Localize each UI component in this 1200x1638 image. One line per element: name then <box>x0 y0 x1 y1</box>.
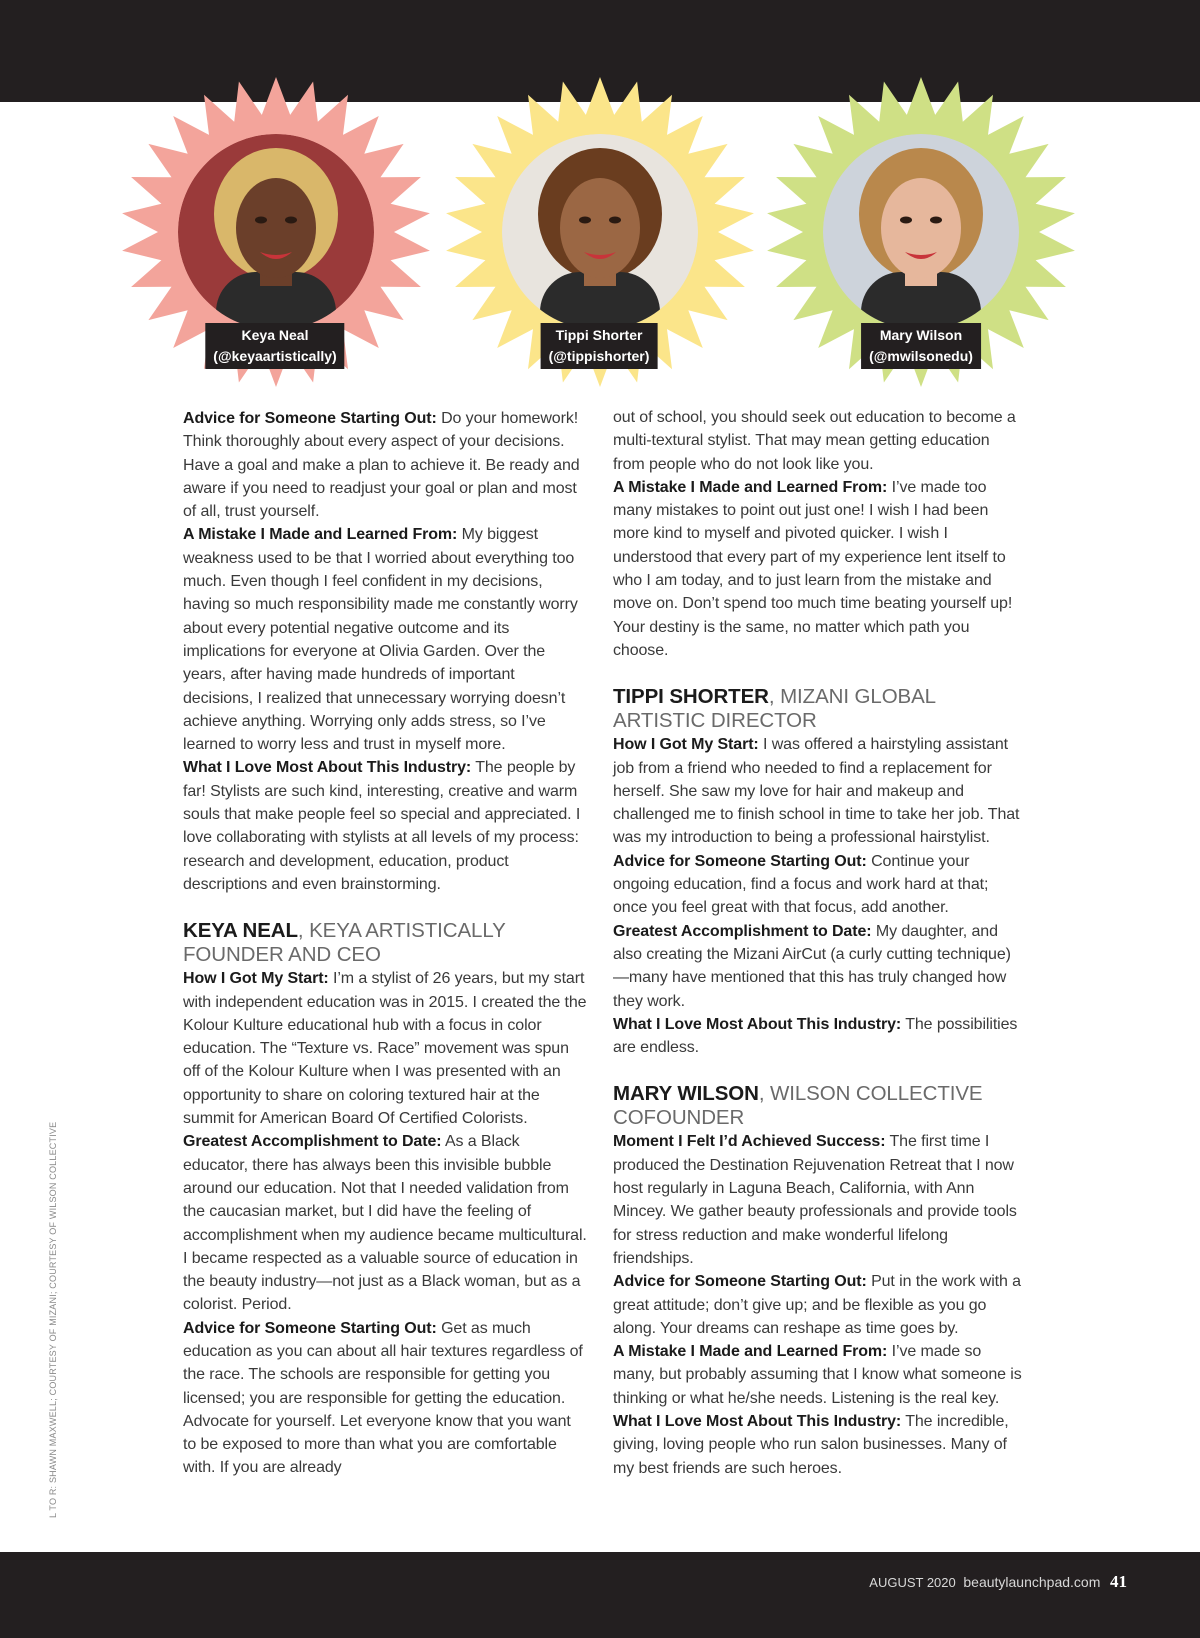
paragraph <box>613 920 1023 1013</box>
caption-mary-wilson <box>861 323 981 369</box>
section-label: Advice for Someone Starting Out: <box>613 1273 867 1291</box>
paragraph <box>613 1130 1023 1270</box>
page-footer <box>869 1572 1127 1592</box>
profile-heading-mary-wilson <box>613 1082 1023 1130</box>
right-column <box>613 406 1023 1480</box>
body-text: out of school, you should seek out education to become a multi-textural stylist. That may mean getting education from people who do not look like you. <box>613 409 1016 473</box>
paragraph <box>613 476 1023 662</box>
face-shape <box>560 178 640 278</box>
paragraph <box>183 1317 588 1480</box>
body-text: I was offered a hairstyling assistant job from a friend who needed to find a replacement for herself. She saw my love for hair and makeup and challenged me to finish school in time to take her job. That was my introduction to being a professional hairstylist. <box>613 736 1020 847</box>
section-label: Greatest Accomplishment to Date: <box>183 1133 442 1151</box>
section-label: A Mistake I Made and Learned From: <box>613 478 888 496</box>
body-text: I’ve made too many mistakes to point out just one! I wish I had been more kind to myself and pivoted quicker. I wish I understood that every part of my experience lent itself to who I am today, and to just learn from the mistake and move on. Don’t spend too much time beating yourself up! Your destiny is the same, no matter which path you choose. <box>613 478 1013 659</box>
eye-left-icon <box>900 217 912 224</box>
body-text: The first time I produced the Destination Rejuvenation Retreat that I now host regularly in Laguna Beach, California, with Ann Mincey. We gather beauty professionals and provide tools for stress reduction and make wonderful lifelong friendships. <box>613 1133 1017 1267</box>
paragraph <box>183 756 588 896</box>
section-label: What I Love Most About This Industry: <box>613 1412 902 1430</box>
profile-title: , WILSON COLLECTIVE COFOUNDER <box>613 1082 983 1130</box>
website-link[interactable]: beautylaunchpad.com <box>963 1574 1101 1590</box>
paragraph <box>613 1410 1023 1480</box>
section-label: Advice for Someone Starting Out: <box>613 852 867 870</box>
caption-handle: (@tippishorter) <box>548 348 650 364</box>
caption-handle: (@mwilsonedu) <box>869 348 973 364</box>
caption-tippi-shorter <box>541 323 658 369</box>
caption-name: Mary Wilson <box>879 327 963 343</box>
section-label: What I Love Most About This Industry: <box>613 1015 902 1033</box>
body-text: Get as much education as you can about all hair textures regardless of the race. The schools are responsible for getting you licensed; you are responsible for getting the education. Advocate for yourself. Let everyone know that you want to be exposed to more than what you are comfortable with. If you are already <box>183 1319 583 1477</box>
paragraph <box>613 406 1023 476</box>
profile-name: MARY WILSON <box>613 1082 759 1106</box>
body-text: The incredible, giving, loving people who run salon businesses. Many of my best friends are such heroes. <box>613 1412 1009 1477</box>
profile-heading-keya-neal <box>183 919 588 967</box>
paragraph <box>183 1130 588 1316</box>
section-label: What I Love Most About This Industry: <box>183 759 472 777</box>
body-text: The people by far! Stylists are such kind, interesting, creative and warm souls that make people feel so special and appreciated. I love collaborating with stylists at all levels of my process: research and development, education, product descriptions and even brainstorming. <box>183 759 581 893</box>
body-text: Put in the work with a great attitude; don’t give up; and be flexible as you go along. Your dreams can reshape as time goes by. <box>613 1273 1021 1337</box>
body-text: Do your homework! Think thoroughly about every aspect of your decisions. Have a goal and make a plan to achieve it. Be ready and aware if you need to readjust your goal or plan and most of all, trust yourself. <box>183 410 580 521</box>
paragraph <box>183 407 588 523</box>
caption-keya-neal <box>205 323 344 369</box>
face-shape <box>236 178 316 278</box>
paragraph <box>183 523 588 756</box>
paragraph <box>183 967 588 1130</box>
eye-right-icon <box>285 217 297 224</box>
body-text: I’ve made so many, but probably assuming that I know what someone is thinking or what he/she needs. Listening is the real key. <box>613 1343 1022 1407</box>
footer-bar <box>0 1552 1200 1638</box>
body-text: Continue your ongoing education, find a focus and work hard at that; once you feel great with that focus, add another. <box>613 852 989 917</box>
paragraph <box>613 850 1023 920</box>
profile-title: , MIZANI GLOBAL ARTISTIC DIRECTOR <box>613 685 936 733</box>
profile-name: TIPPI SHORTER <box>613 685 769 709</box>
caption-name: Keya Neal <box>241 327 309 343</box>
section-label: Greatest Accomplishment to Date: <box>613 922 872 940</box>
section-label: How I Got My Start: <box>613 736 759 754</box>
left-column <box>183 407 588 1480</box>
section-label: A Mistake I Made and Learned From: <box>183 526 458 544</box>
photo-credit: L TO R: SHAWN MAXWELL; COURTESY OF MIZANI; COURTESY OF WILSON COLLECTIVE <box>48 1121 58 1518</box>
paragraph <box>613 1340 1023 1410</box>
paragraph <box>613 733 1023 849</box>
face-shape <box>881 178 961 278</box>
eye-right-icon <box>930 217 942 224</box>
eye-right-icon <box>609 217 621 224</box>
body-text: I’m a stylist of 26 years, but my start with independent education was in 2015. I created the the Kolour Kulture educational hub with a focus in color education. The “Texture vs. Race” movement was spun off of the Kolour Kulture when I was presented with an opportunity to share on coloring textured hair at the summit for American Board Of Certified Colorists. <box>183 970 587 1128</box>
issue-date: AUGUST 2020 <box>869 1575 956 1590</box>
section-label: How I Got My Start: <box>183 970 329 988</box>
section-label: Advice for Someone Starting Out: <box>183 1319 437 1337</box>
section-label: Advice for Someone Starting Out: <box>183 410 437 427</box>
paragraph <box>613 1013 1023 1060</box>
body-text: My biggest weakness used to be that I worried about everything too much. Even though I feel confident in my decisions, having so much responsibility made me constantly worry about every potential negative outcome and its implications for everyone at Olivia Garden. Over the years, after having made hundreds of important decisions, I realized that unnecessary worrying doesn’t achieve anything. Worrying only adds stress, so I’ve learned to worry less and trust in myself more. <box>183 526 578 754</box>
body-text: As a Black educator, there has always been this invisible bubble around our education. Not that I needed validation from the caucasian market, but I did have the feeling of accomplishment when my audience became multicultural. I became respected as a valuable source of education in the beauty industry—not just as a Black woman, but as a colorist. Period. <box>183 1133 587 1314</box>
paragraph <box>613 1270 1023 1340</box>
profile-title: , KEYA ARTISTICALLY FOUNDER AND CEO <box>183 919 506 967</box>
profile-heading-tippi-shorter <box>613 685 1023 733</box>
profile-name: KEYA NEAL <box>183 919 298 943</box>
body-text: The possibilities are endless. <box>613 1015 1018 1057</box>
page-number: 41 <box>1110 1572 1127 1591</box>
section-label: Moment I Felt I’d Achieved Success: <box>613 1133 886 1151</box>
eye-left-icon <box>579 217 591 224</box>
eye-left-icon <box>255 217 267 224</box>
caption-handle: (@keyaartistically) <box>213 348 337 364</box>
body-text: My daughter, and also creating the Mizani AirCut (a curly cutting technique)—many have mentioned that this has truly changed how they work. <box>613 922 1011 1010</box>
section-label: A Mistake I Made and Learned From: <box>613 1343 888 1361</box>
caption-name: Tippi Shorter <box>555 327 643 343</box>
